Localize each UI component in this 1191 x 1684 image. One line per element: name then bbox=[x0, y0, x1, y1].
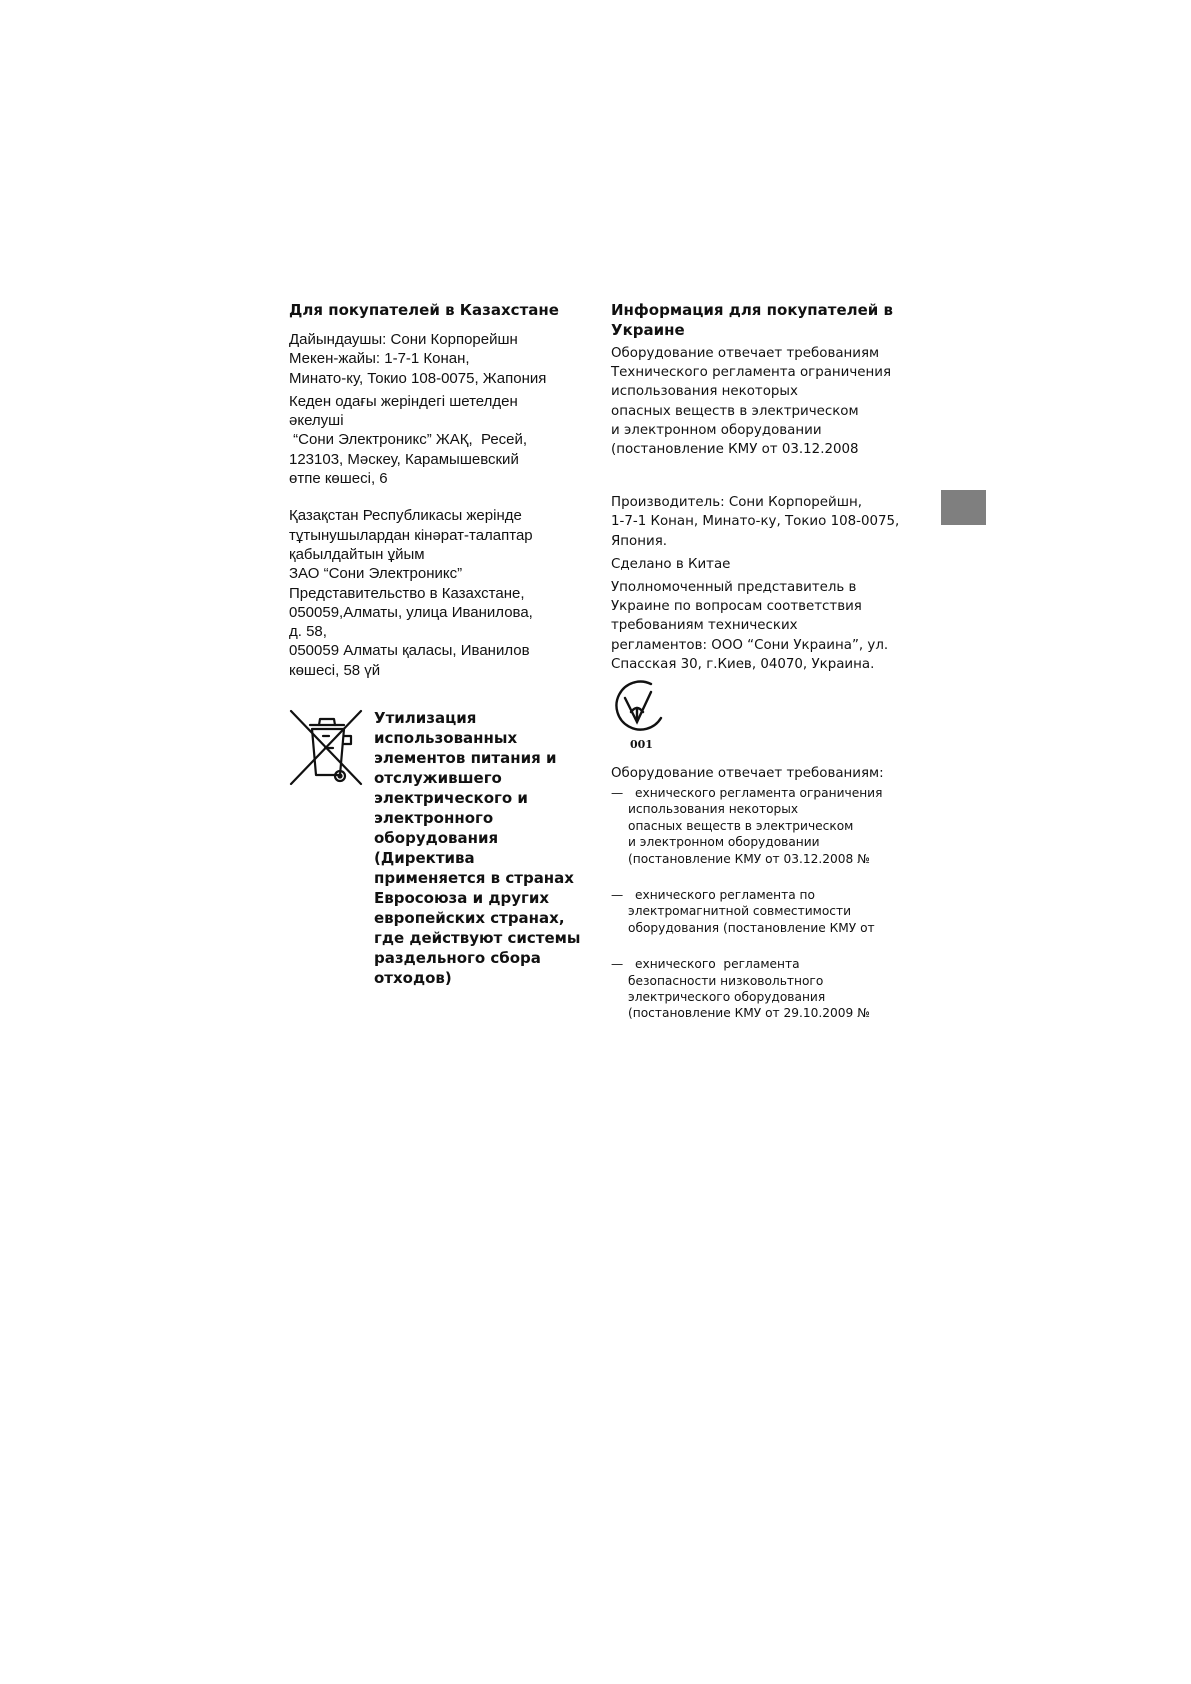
text-line: Уполномоченный представитель в bbox=[611, 580, 857, 596]
text-line: электромагнитной совместимости bbox=[628, 904, 852, 919]
text-line: Производитель: Сони Корпорейшн, bbox=[611, 495, 862, 511]
ukraine-conformity-mark-icon bbox=[611, 678, 667, 738]
kazakhstan-manufacturer bbox=[289, 330, 579, 388]
dash-bullet: — bbox=[611, 888, 624, 903]
list-item bbox=[611, 956, 911, 1022]
text-line: Дайындаушы: Сони Корпорейшн bbox=[289, 331, 518, 348]
text-line: Қазақстан Республикасы жерінде bbox=[289, 507, 522, 525]
text-line: (постановление КМУ от 03.12.2008 № bbox=[628, 851, 870, 866]
requirements-intro: Оборудование отвечает требованиям: bbox=[611, 766, 884, 781]
dash-bullet: — bbox=[611, 957, 624, 972]
text-line: Спасская 30, г.Киев, 04070, Украина. bbox=[611, 656, 875, 672]
text-line: тұтынушылардан кінәрат-талаптар bbox=[289, 526, 533, 544]
ukraine-title bbox=[611, 300, 911, 340]
text-line: Кеден одағы жеріндегі шетелден bbox=[289, 392, 518, 410]
text-line: использования некоторых bbox=[628, 802, 799, 817]
ukraine-manufacturer bbox=[611, 493, 911, 551]
text-line: электрического оборудования bbox=[628, 990, 826, 1005]
text-line: Минато-ку, Токио 108-0075, Жапония bbox=[289, 369, 547, 387]
text-line: опасных веществ в электрическом bbox=[611, 403, 859, 419]
text-line: оборудования bbox=[374, 829, 499, 847]
ukraine-requirements bbox=[611, 764, 911, 1042]
text-line: д. 58, bbox=[289, 623, 327, 641]
text-line: применяется в странах bbox=[374, 869, 574, 887]
ukraine-section bbox=[611, 300, 911, 674]
text-line: отходов) bbox=[374, 969, 452, 987]
text-line: раздельного сбора bbox=[374, 949, 541, 967]
text-line: требованиям технических bbox=[611, 618, 798, 634]
text-line: и электронном оборудовании bbox=[611, 422, 822, 438]
text-line: Оборудование отвечает требованиям bbox=[611, 346, 880, 361]
text-line: Утилизация bbox=[374, 709, 477, 727]
kazakhstan-section bbox=[289, 300, 579, 680]
conformity-mark-code: 001 bbox=[630, 738, 653, 751]
text-line: ЗАО “Сони Электроникс” bbox=[289, 565, 463, 583]
ukraine-representative bbox=[611, 578, 911, 674]
text-line: элементов питания и bbox=[374, 749, 557, 767]
kazakhstan-importer bbox=[289, 392, 579, 488]
text-line: Украине по вопросам соответствия bbox=[611, 599, 862, 615]
text-line: ехнического регламента bbox=[635, 957, 800, 972]
text-line: Представительство в Казахстане, bbox=[289, 584, 525, 602]
text-line: әкелуші bbox=[289, 412, 344, 430]
text-line: Евросоюза и других bbox=[374, 889, 550, 907]
text-line: регламентов: ООО “Сони Украина”, ул. bbox=[611, 637, 889, 653]
text-line: европейских странах, bbox=[374, 909, 565, 927]
kazakhstan-claims bbox=[289, 506, 579, 680]
text-line: электронного bbox=[374, 809, 494, 827]
requirements-list bbox=[611, 785, 911, 1022]
text-line: Информация для покупателей в bbox=[611, 301, 894, 319]
text-line: отслужившего bbox=[374, 769, 502, 787]
text-line: Украине bbox=[611, 321, 685, 339]
kazakhstan-title: Для покупателей в Казахстане bbox=[289, 301, 559, 319]
text-line: электрического и bbox=[374, 789, 528, 807]
disposal-title bbox=[374, 708, 584, 988]
text-line: оборудования (постановление КМУ от bbox=[628, 920, 875, 935]
text-line: (постановление КМУ от 29.10.2009 № bbox=[628, 1006, 870, 1021]
text-line: көшесі, 58 үй bbox=[289, 661, 381, 679]
text-line: 1-7-1 Конан, Минато-ку, Токио 108-0075, bbox=[611, 514, 900, 530]
text-line: 050059,Алматы, улица Иванилова, bbox=[289, 603, 533, 621]
text-line: безопасности низковольтного bbox=[628, 973, 824, 988]
text-line: опасных веществ в электрическом bbox=[628, 818, 854, 833]
text-line: и электронном оборудовании bbox=[628, 835, 820, 850]
text-line: ехнического регламента ограничения bbox=[635, 786, 883, 800]
text-line: (постановление КМУ от 03.12.2008 bbox=[611, 442, 859, 458]
text-line: ехнического регламента по bbox=[635, 888, 815, 903]
section-thumb-tab bbox=[941, 490, 986, 525]
text-line: өтпе көшесі, 6 bbox=[289, 470, 388, 488]
list-item bbox=[611, 785, 911, 867]
text-line: (Директива bbox=[374, 849, 475, 867]
text-line: Мекен-жайы: 1-7-1 Конан, bbox=[289, 350, 470, 368]
crossed-out-wheelie-bin-icon bbox=[289, 708, 363, 786]
text-line: 050059 Алматы қаласы, Иванилов bbox=[289, 642, 530, 660]
text-line: где действуют системы bbox=[374, 929, 581, 947]
text-line: 123103, Мәскеу, Карамышевский bbox=[289, 450, 519, 468]
text-line: Япония. bbox=[611, 533, 668, 549]
conformity-mark bbox=[611, 678, 667, 754]
text-line: использования некоторых bbox=[611, 384, 798, 400]
text-line: қабылдайтын ұйым bbox=[289, 545, 425, 563]
text-line: Технического регламента ограничения bbox=[611, 365, 892, 381]
list-item bbox=[611, 887, 911, 936]
ukraine-compliance bbox=[611, 344, 911, 459]
made-in: Сделано в Китае bbox=[611, 556, 731, 572]
text-line: использованных bbox=[374, 729, 518, 747]
dash-bullet: — bbox=[611, 786, 624, 800]
text-line: “Сони Электроникс” ЖАҚ, Ресей, bbox=[289, 431, 528, 449]
